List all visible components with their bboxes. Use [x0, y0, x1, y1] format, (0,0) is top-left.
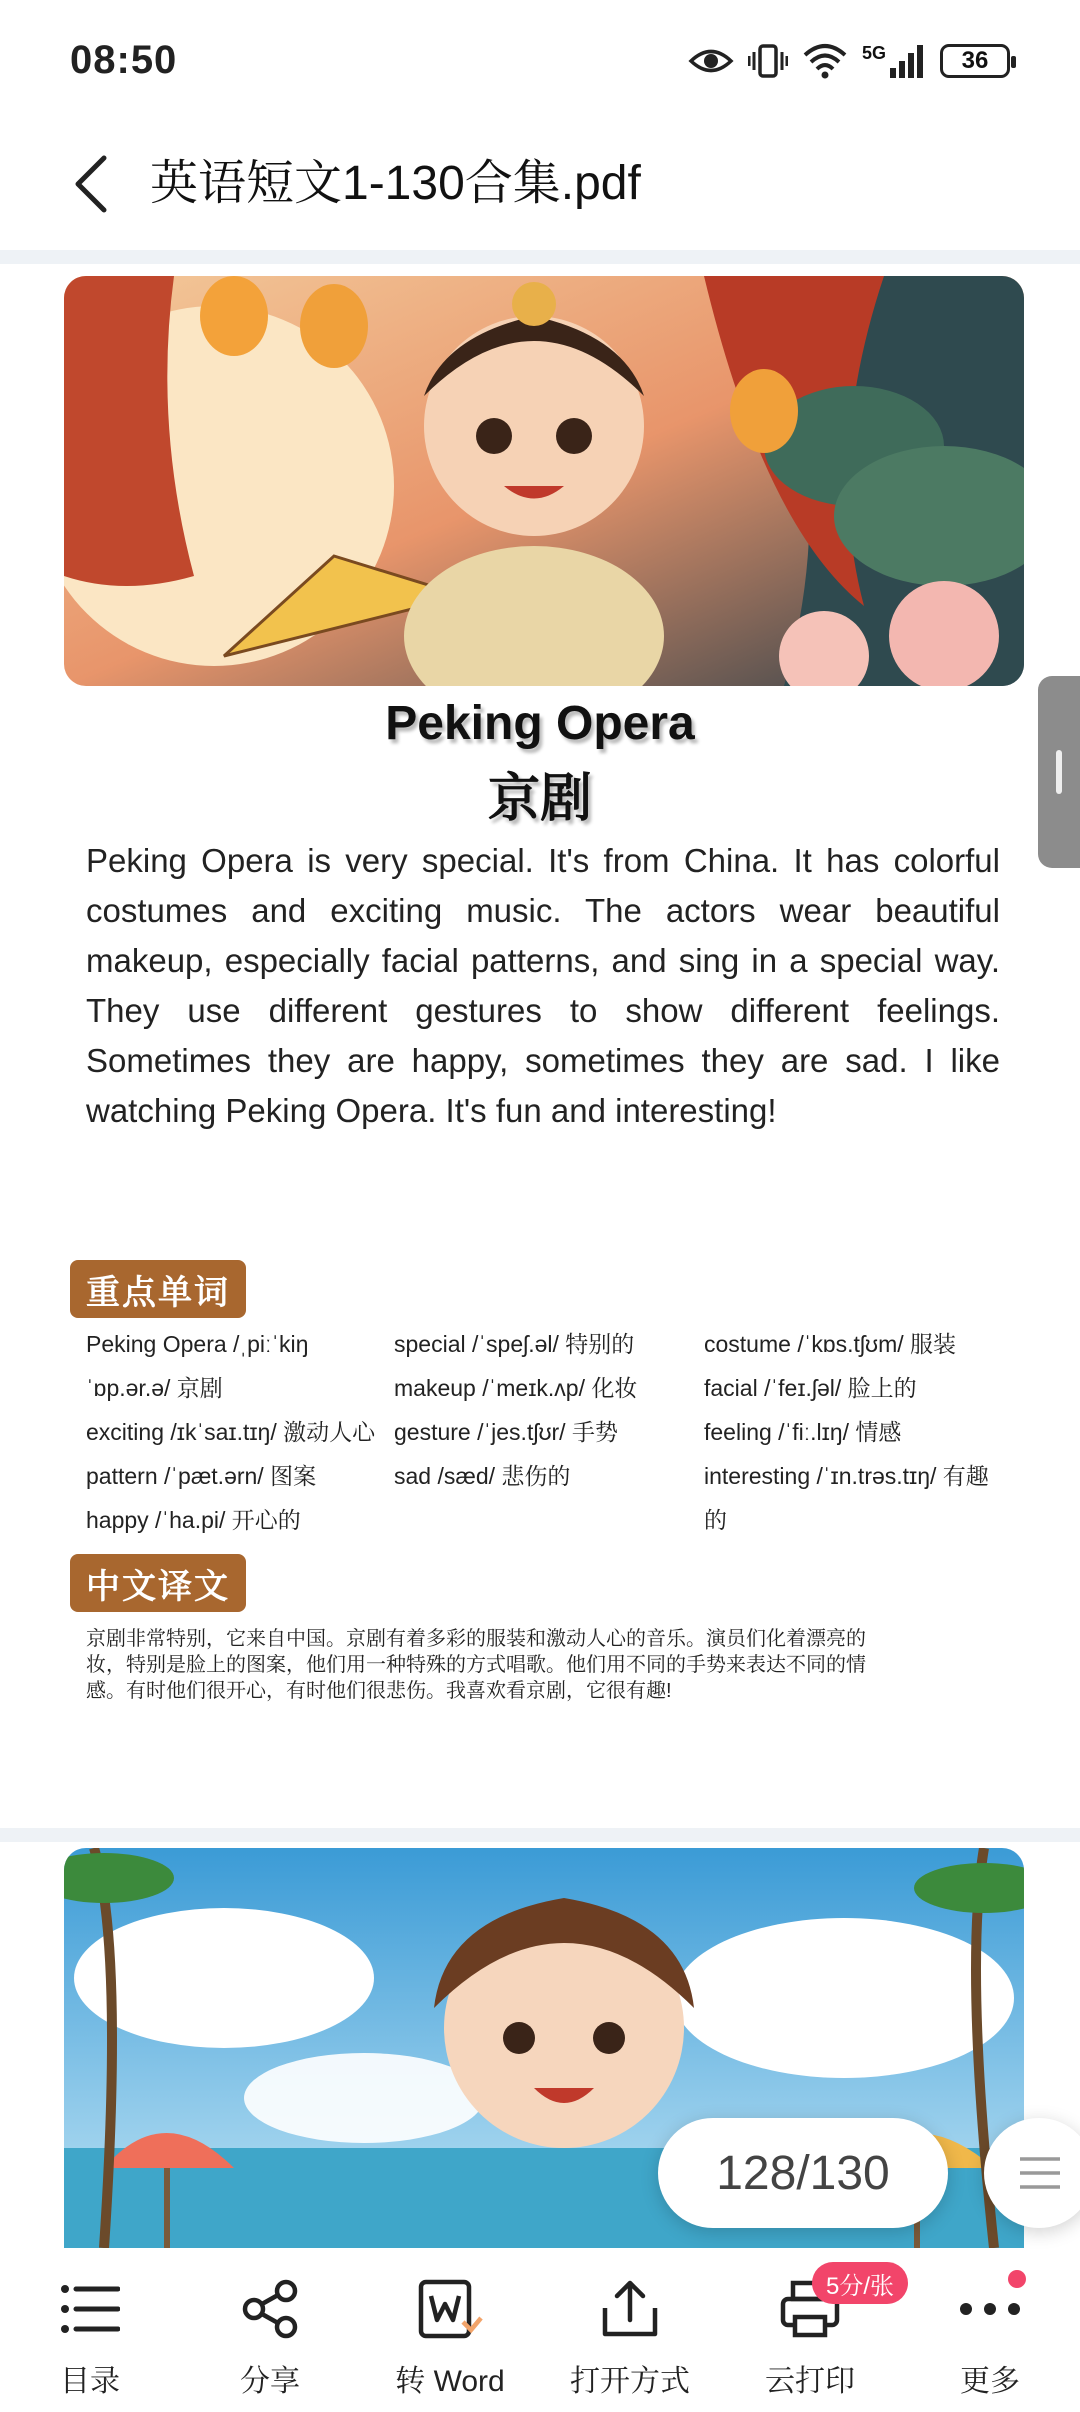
print-price-badge: 5分/张	[812, 2262, 908, 2304]
toolbar-label: 更多	[960, 2365, 1020, 2398]
status-bar	[0, 0, 1080, 120]
toolbar-label: 转 Word	[395, 2365, 505, 2398]
toolbar-open-with[interactable]	[550, 2250, 710, 2412]
vocab-item: makeup /ˈmeɪk.ʌp/ 化妆	[394, 1375, 638, 1401]
notification-dot	[1008, 2270, 1026, 2288]
toolbar-label: 打开方式	[570, 2365, 690, 2398]
document-title: 英语短文1-130合集.pdf	[150, 157, 641, 210]
title-bar	[0, 120, 1080, 250]
translation-text: 京剧非常特别，它来自中国。京剧有着多彩的服装和激动人心的音乐。演员们化着漂亮的妆，特别是脸上的图案，他们用一种特殊的方式唱歌。他们用不同的手势来表达不同的情感。有时他们很开心，有时他们很悲伤。我喜欢看京剧，它很有趣!	[86, 1628, 866, 1702]
story-title: Peking Opera	[385, 697, 695, 750]
vocab-item: gesture /ˈjes.tʃʊr/ 手势	[394, 1419, 618, 1445]
vocab-item: pattern /ˈpæt.ərn/ 图案	[86, 1463, 317, 1489]
signal-icon	[888, 44, 926, 78]
share-icon	[240, 2274, 300, 2344]
vibrate-icon	[748, 42, 788, 80]
story-subtitle: 京剧	[487, 770, 592, 828]
bottom-toolbar	[0, 2250, 1080, 2412]
story-body: Peking Opera is very special. It's from China. It has colorful costumes and exciting music. The actors wear beautiful makeup, especially facial patterns, and sing in a special way. They use different gestures to show different feelings. Sometimes they are happy, sometimes they are sad. I like watching Peking Opera. It's fun and interesting!	[86, 842, 1000, 1129]
toolbar-label: 分享	[240, 2365, 300, 2398]
vocab-item: exciting /ɪkˈsaɪ.tɪŋ/ 激动人心	[86, 1419, 376, 1445]
toolbar-catalog[interactable]	[10, 2250, 170, 2412]
status-time: 08:50	[70, 38, 178, 82]
page-separator	[0, 1828, 1080, 1842]
vocab-column	[394, 1322, 694, 1498]
list-icon	[60, 2274, 120, 2344]
eye-icon	[688, 46, 734, 76]
battery-level: 36	[961, 47, 989, 74]
vocab-column	[86, 1322, 386, 1542]
page-counter[interactable]	[658, 2118, 948, 2228]
vocab-column	[704, 1322, 1004, 1542]
wifi-icon	[802, 43, 848, 79]
vocab-item: costume /ˈkɒs.tʃʊm/ 服装	[704, 1331, 957, 1357]
vocab-item: Peking Opera /ˌpiːˈkiŋ ˈɒp.ər.ə/ 京剧	[86, 1331, 309, 1401]
vocab-section-label: 重点单词	[70, 1260, 246, 1318]
vocab-item: feeling /ˈfiː.lɪŋ/ 情感	[704, 1419, 902, 1445]
page-separator	[0, 250, 1080, 264]
page-counter-text: 128/130	[716, 2146, 890, 2200]
pdf-page	[0, 264, 1080, 1824]
scroll-handle[interactable]	[1038, 676, 1080, 868]
battery-icon	[940, 44, 1010, 78]
vocab-item: facial /ˈfeɪ.ʃəl/ 脸上的	[704, 1375, 917, 1401]
network-type: 5G	[861, 43, 886, 63]
back-arrow-icon	[70, 154, 110, 214]
open-with-icon	[599, 2274, 661, 2344]
vocab-item: special /ˈspeʃ.əl/ 特别的	[394, 1331, 635, 1357]
back-button[interactable]	[60, 144, 120, 224]
toolbar-label: 云打印	[765, 2365, 855, 2398]
word-convert-icon	[417, 2274, 483, 2344]
status-icons	[688, 36, 1010, 86]
toolbar-share[interactable]	[190, 2250, 350, 2412]
vocab-item: sad /sæd/ 悲伤的	[394, 1463, 571, 1489]
toolbar-convert-word[interactable]	[370, 2250, 530, 2412]
translation-section-label: 中文译文	[70, 1554, 246, 1612]
peking-opera-illustration	[64, 276, 1024, 686]
vocab-item: happy /ˈha.pi/ 开心的	[86, 1507, 301, 1533]
toolbar-more[interactable]	[910, 2250, 1070, 2412]
toolbar-label: 目录	[60, 2365, 120, 2398]
menu-lines-icon	[1018, 2155, 1062, 2191]
vocab-item: interesting /ˈɪn.trəs.tɪŋ/ 有趣的	[704, 1463, 989, 1533]
